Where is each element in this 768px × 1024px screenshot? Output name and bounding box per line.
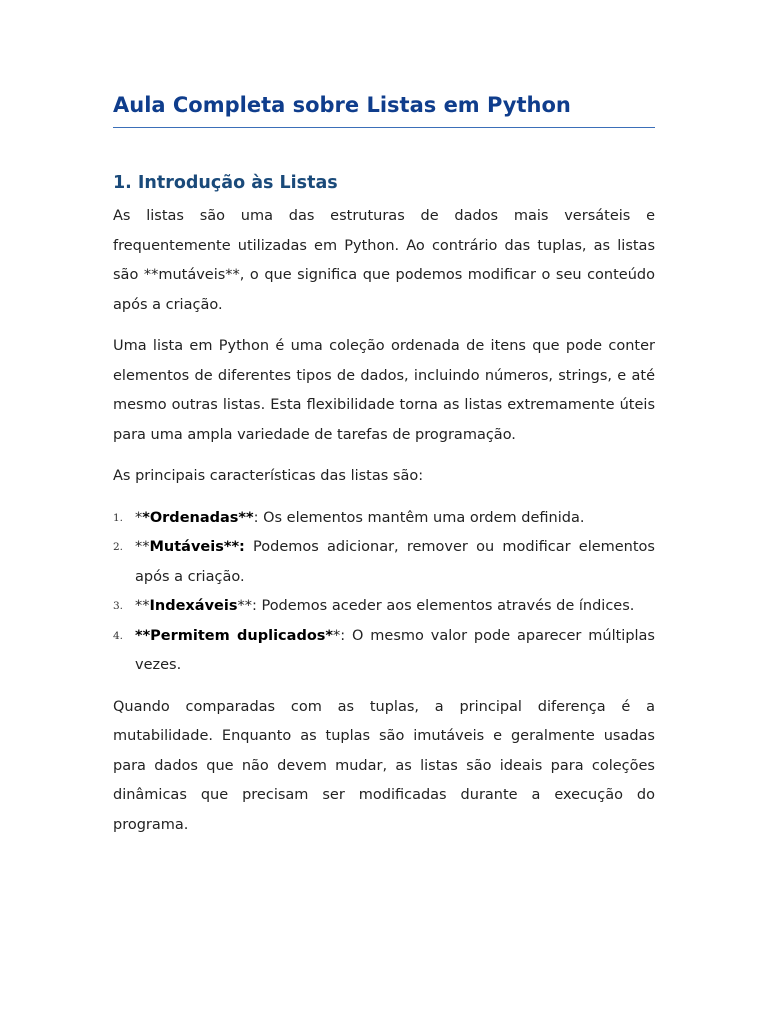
intro-paragraph: As listas são uma das estruturas de dados mais versáteis e frequentemente utilizadas em Python. Ao contrário das tuplas, as listas são **mutáveis**, o que significa que podemos modificar o seu conteúdo após a criação.	[113, 208, 655, 313]
comparison-paragraph: Quando comparadas com as tuplas, a principal diferença é a mutabilidade. Enquanto as tuplas são imutáveis e geralmente usadas para dados que não devem mudar, as listas são ideais para coleções dinâmicas que precisam ser modificadas durante a execução do programa.	[113, 698, 655, 833]
list-item-prefix: **	[135, 598, 150, 614]
list-item-term: Mutáveis**:	[149, 539, 245, 555]
list-item	[113, 622, 655, 681]
section-heading: 1. Introdução às Listas	[113, 173, 338, 193]
list-item-text: : Os elementos mantêm uma ordem definida.	[253, 509, 585, 526]
list-item	[113, 592, 655, 622]
list-item-term: Indexáveis	[149, 598, 238, 614]
document-page	[113, 0, 655, 840]
list-item-text: **: Podemos aceder aos elementos através de índices.	[237, 598, 635, 614]
list-number: 2.	[113, 541, 124, 553]
list-number: 1.	[113, 511, 124, 524]
list-item	[113, 504, 655, 534]
list-number: 3.	[113, 600, 124, 612]
characteristics-intro: As principais características das listas são:	[113, 468, 424, 484]
document-title: Aula Completa sobre Listas em Python	[113, 0, 655, 128]
list-item	[113, 533, 655, 592]
list-item-term: **Permitem duplicados*	[135, 627, 333, 644]
list-number: 4.	[113, 629, 124, 642]
list-item-prefix: *	[135, 509, 143, 526]
characteristics-list	[113, 504, 655, 681]
list-item-prefix: **	[135, 539, 150, 555]
list-item-text: Podemos adicionar, remover ou modificar elementos após a criação.	[135, 539, 655, 585]
list-item-text: *: O mesmo valor pode aparecer múltiplas vezes.	[135, 627, 655, 673]
list-item-term: *Ordenadas**	[142, 509, 254, 526]
definition-paragraph: Uma lista em Python é uma coleção ordenada de itens que pode conter elementos de diferentes tipos de dados, incluindo números, strings, e até mesmo outras listas. Esta flexibilidade torna as listas extremamente úteis para uma ampla variedade de tarefas de programação.	[113, 338, 655, 443]
